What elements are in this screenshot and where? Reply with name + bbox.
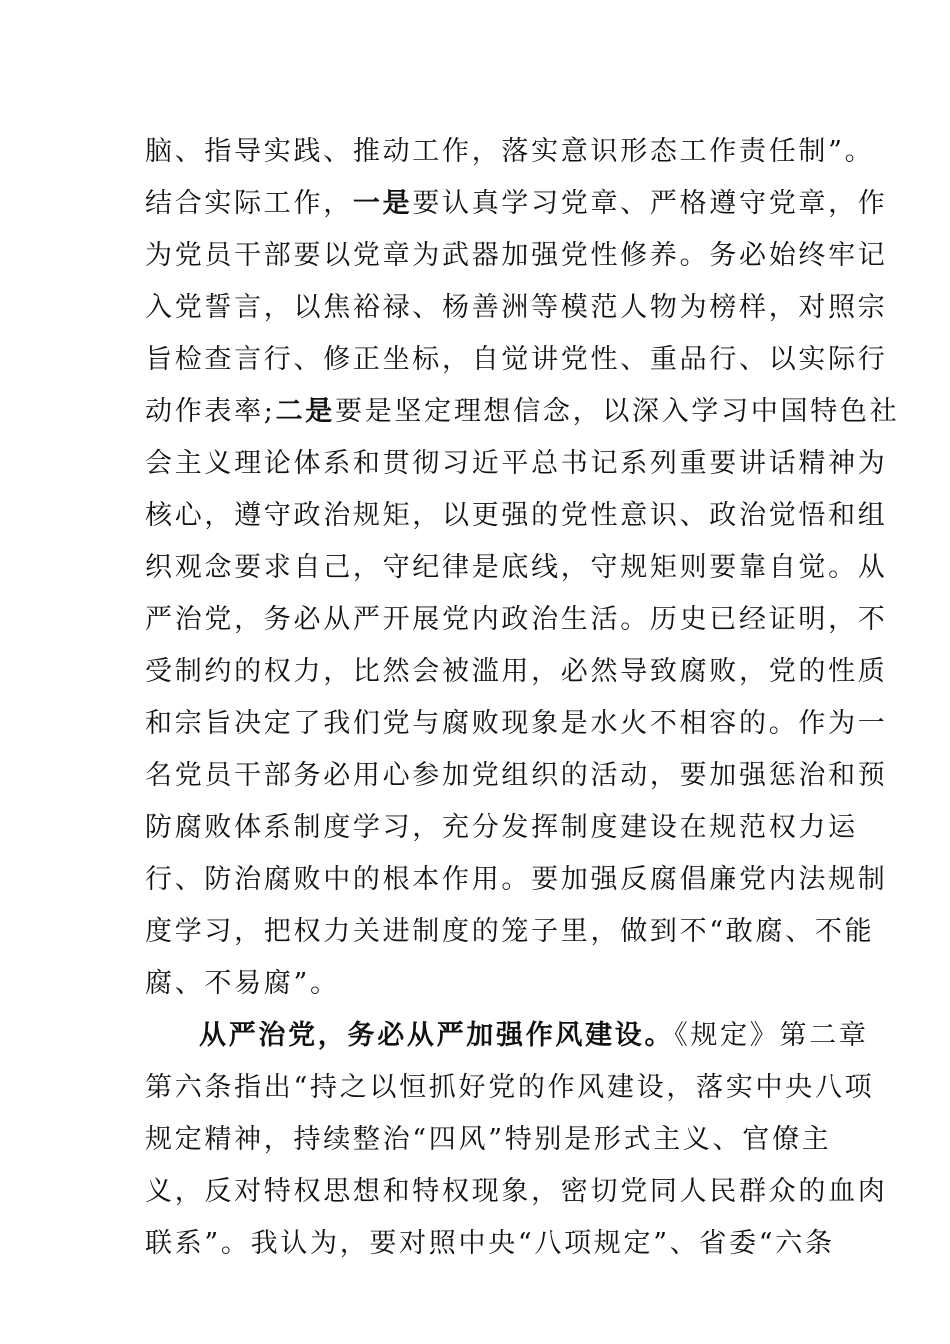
text-line: 入党誓言，以焦裕禄、杨善洲等模范人物为榜样，对照宗 [145,292,888,323]
text-line: 名党员干部务必用心参加党组织的活动，要加强惩治和预 [145,760,888,791]
text-segment: 要认真学习党章、严格遵守党章，作 [412,188,888,219]
text-segment: 结合实际工作， [145,188,353,219]
text-line: 为党员干部要以党章为武器加强党性修养。务必始终牢记 [145,240,888,271]
text-line: 织观念要求自己，守纪律是底线，守规矩则要靠自觉。从 [145,552,888,583]
text-line: 会主义理论体系和贯彻习近平总书记系列重要讲话精神为 [145,448,888,479]
emphasis-text: 一是 [352,188,413,219]
emphasis-text: 二是 [275,396,336,427]
text-line: 脑、指导实践、推动工作，落实意识形态工作责任制”。 [145,136,875,167]
emphasis-text: 从严治党，务必从严加强作风建设。 [199,1020,675,1051]
text-segment: 《规定》第二章 [674,1020,869,1051]
text-line [145,386,900,438]
text-line: 规定精神，持续整治“四风”特别是形式主义、官僚主 [145,1124,832,1155]
text-line [145,178,888,230]
text-line: 腐、不易腐”。 [145,968,340,999]
text-line: 旨检查言行、修正坐标，自觉讲党性、重品行、以实际行 [145,344,888,375]
text-segment: 要是坚定理想信念，以深入学习中国特色社 [335,396,900,427]
text-line: 度学习，把权力关进制度的笼子里，做到不“敢腐、不能 [145,916,875,947]
text-line: 第六条指出“持之以恒抓好党的作风建设，落实中央八项 [145,1072,875,1103]
text-line: 受制约的权力，比然会被滥用，必然导致腐败，党的性质 [145,656,888,687]
text-segment: 动作表率; [145,396,276,427]
text-line: 核心，遵守政治规矩，以更强的党性意识、政治觉悟和组 [145,500,888,531]
paragraph-heading-line [145,1010,869,1062]
text-line: 防腐败体系制度学习，充分发挥制度建设在规范权力运 [145,812,858,843]
text-line: 和宗旨决定了我们党与腐败现象是水火不相容的。作为一 [145,708,888,739]
text-line: 严治党，务必从严开展党内政治生活。历史已经证明，不 [145,604,888,635]
document-body [145,126,900,1270]
text-line: 行、防治腐败中的根本作用。要加强反腐倡廉党内法规制 [145,864,888,895]
text-line: 义，反对特权思想和特权现象，密切党同人民群众的血肉 [145,1176,888,1207]
text-line: 联系”。我认为，要对照中央“八项规定”、省委“六条 [145,1228,835,1259]
